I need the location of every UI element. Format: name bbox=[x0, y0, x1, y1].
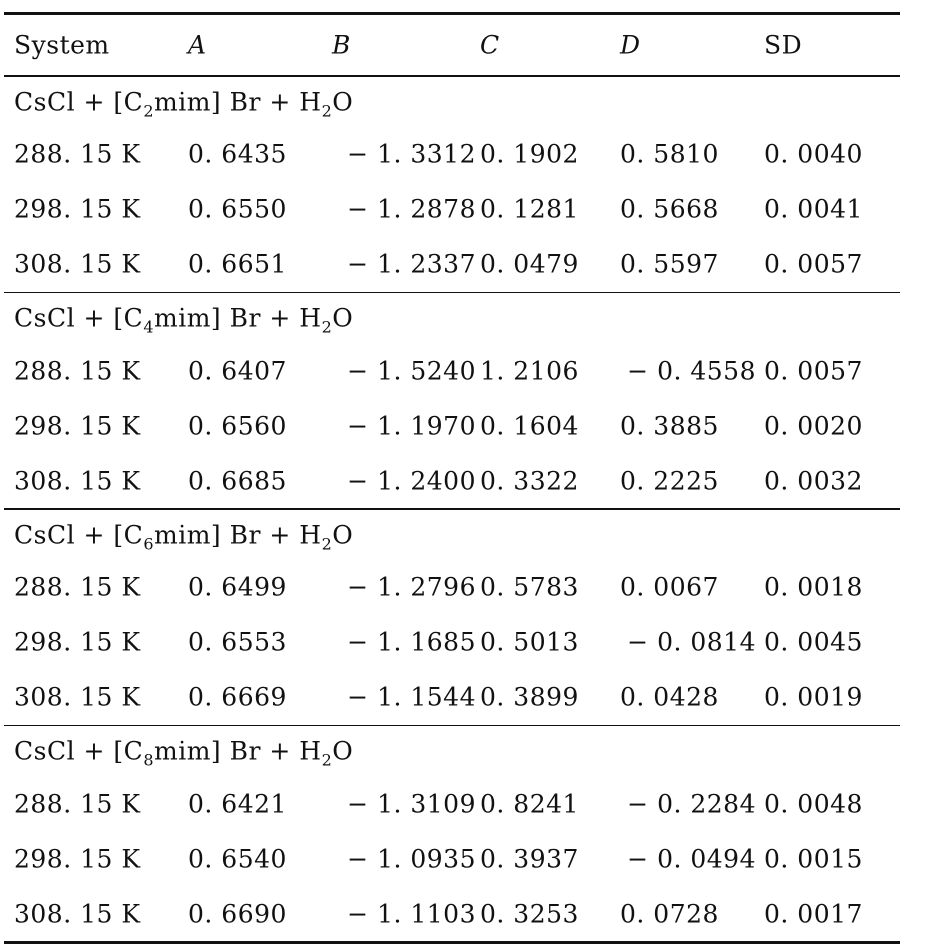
group-label-part: mim] Br + H bbox=[154, 520, 322, 549]
group-label-part: mim] Br + H bbox=[154, 736, 322, 766]
cell-system: 308. 15 K bbox=[14, 682, 141, 712]
header-d: D bbox=[620, 30, 641, 60]
cell-d: − 0. 0814 bbox=[627, 627, 756, 657]
cell-sd: 0. 0032 bbox=[764, 466, 863, 495]
cell-c: 0. 0479 bbox=[480, 249, 579, 279]
cell-system: 288. 15 K bbox=[14, 356, 141, 385]
header-a: A bbox=[188, 30, 207, 60]
cell-a: 0. 6669 bbox=[188, 682, 287, 712]
group-label-part: mim] Br + H bbox=[154, 303, 322, 333]
header-row bbox=[4, 15, 900, 75]
cell-b: − 1. 2796 bbox=[347, 572, 476, 602]
cell-d: 0. 0067 bbox=[620, 572, 719, 602]
group-label-part: 2 bbox=[321, 101, 333, 120]
cell-sd: 0. 0057 bbox=[764, 356, 863, 385]
group-label bbox=[14, 736, 354, 770]
table-row bbox=[4, 886, 900, 941]
cell-b: − 1. 1685 bbox=[347, 627, 476, 657]
table-row bbox=[4, 831, 900, 886]
cell-c: 0. 1902 bbox=[480, 139, 579, 169]
cell-b: − 1. 1103 bbox=[347, 899, 476, 928]
cell-sd: 0. 0048 bbox=[764, 789, 863, 818]
group-label-row bbox=[4, 293, 900, 343]
group-label-part: O bbox=[332, 87, 354, 116]
cell-b: − 1. 3312 bbox=[347, 139, 476, 169]
cell-c: 0. 1604 bbox=[480, 411, 579, 440]
cell-d: 0. 5668 bbox=[620, 194, 719, 224]
cell-sd: 0. 0045 bbox=[764, 627, 863, 657]
group-label bbox=[14, 303, 354, 337]
cell-a: 0. 6560 bbox=[188, 411, 287, 440]
group-label-part: O bbox=[332, 520, 354, 549]
cell-sd: 0. 0057 bbox=[764, 249, 863, 279]
table-row bbox=[4, 398, 900, 453]
cell-c: 0. 5783 bbox=[480, 572, 579, 602]
cell-system: 298. 15 K bbox=[14, 194, 141, 224]
cell-b: − 1. 2878 bbox=[347, 194, 476, 224]
cell-sd: 0. 0020 bbox=[764, 411, 863, 440]
group-label bbox=[14, 87, 354, 120]
cell-sd: 0. 0018 bbox=[764, 572, 863, 602]
cell-a: 0. 6690 bbox=[188, 899, 287, 928]
group-label-row bbox=[4, 510, 900, 560]
group-label-part: 4 bbox=[143, 317, 154, 337]
cell-sd: 0. 0041 bbox=[764, 194, 863, 224]
cell-sd: 0. 0015 bbox=[764, 844, 863, 873]
cell-d: − 0. 4558 bbox=[627, 356, 756, 385]
header-c: C bbox=[480, 30, 500, 60]
cell-a: 0. 6499 bbox=[188, 572, 287, 602]
table-row bbox=[4, 237, 900, 292]
parameter-table bbox=[4, 12, 900, 944]
cell-a: 0. 6553 bbox=[188, 627, 287, 657]
cell-d: 0. 0428 bbox=[620, 682, 719, 712]
cell-b: − 1. 1544 bbox=[347, 682, 476, 712]
cell-system: 308. 15 K bbox=[14, 466, 141, 495]
group-label-part: O bbox=[332, 303, 354, 333]
table-row bbox=[4, 343, 900, 398]
table-row bbox=[4, 453, 900, 508]
cell-b: − 1. 0935 bbox=[347, 844, 476, 873]
cell-system: 298. 15 K bbox=[14, 844, 141, 873]
cell-a: 0. 6435 bbox=[188, 139, 287, 169]
cell-sd: 0. 0017 bbox=[764, 899, 863, 928]
cell-system: 308. 15 K bbox=[14, 249, 141, 279]
group-label-row bbox=[4, 77, 900, 127]
cell-system: 288. 15 K bbox=[14, 139, 141, 169]
table-row bbox=[4, 127, 900, 182]
group-label-part: 8 bbox=[143, 750, 154, 770]
cell-d: 0. 3885 bbox=[620, 411, 719, 440]
group-label-part: 2 bbox=[321, 534, 333, 553]
cell-c: 0. 8241 bbox=[480, 789, 579, 818]
cell-c: 0. 1281 bbox=[480, 194, 579, 224]
cell-c: 0. 3322 bbox=[480, 466, 579, 495]
cell-c: 0. 3253 bbox=[480, 899, 579, 928]
cell-a: 0. 6421 bbox=[188, 789, 287, 818]
cell-d: 0. 0728 bbox=[620, 899, 719, 928]
table-row bbox=[4, 182, 900, 237]
cell-a: 0. 6540 bbox=[188, 844, 287, 873]
cell-d: − 0. 0494 bbox=[627, 844, 756, 873]
group-label-part: CsCl + [C bbox=[14, 520, 144, 549]
cell-c: 0. 3899 bbox=[480, 682, 579, 712]
cell-sd: 0. 0040 bbox=[764, 139, 863, 169]
group-label-part: 2 bbox=[321, 750, 333, 770]
cell-a: 0. 6550 bbox=[188, 194, 287, 224]
bottom-rule bbox=[4, 941, 900, 944]
table-row bbox=[4, 776, 900, 831]
header-sd: SD bbox=[764, 30, 803, 60]
group-label-part: CsCl + [C bbox=[14, 736, 144, 766]
group-label-part: mim] Br + H bbox=[154, 87, 322, 116]
cell-b: − 1. 3109 bbox=[347, 789, 476, 818]
cell-system: 308. 15 K bbox=[14, 899, 141, 928]
group-label-part: 2 bbox=[143, 101, 154, 120]
group-label bbox=[14, 520, 354, 553]
cell-sd: 0. 0019 bbox=[764, 682, 863, 712]
cell-c: 0. 3937 bbox=[480, 844, 579, 873]
cell-b: − 1. 2337 bbox=[347, 249, 476, 279]
header-system: System bbox=[14, 30, 110, 60]
cell-system: 298. 15 K bbox=[14, 627, 141, 657]
cell-a: 0. 6685 bbox=[188, 466, 287, 495]
cell-system: 298. 15 K bbox=[14, 411, 141, 440]
cell-c: 1. 2106 bbox=[480, 356, 579, 385]
cell-b: − 1. 5240 bbox=[347, 356, 476, 385]
group-label-row bbox=[4, 726, 900, 776]
cell-a: 0. 6651 bbox=[188, 249, 287, 279]
group-label-part: CsCl + [C bbox=[14, 303, 144, 333]
cell-d: 0. 5810 bbox=[620, 139, 719, 169]
cell-d: 0. 2225 bbox=[620, 466, 719, 495]
group-label-part: 2 bbox=[321, 317, 333, 337]
cell-c: 0. 5013 bbox=[480, 627, 579, 657]
cell-d: 0. 5597 bbox=[620, 249, 719, 279]
group-label-part: CsCl + [C bbox=[14, 87, 144, 116]
cell-system: 288. 15 K bbox=[14, 789, 141, 818]
cell-b: − 1. 1970 bbox=[347, 411, 476, 440]
table-row bbox=[4, 670, 900, 725]
cell-d: − 0. 2284 bbox=[627, 789, 756, 818]
cell-system: 288. 15 K bbox=[14, 572, 141, 602]
table-row bbox=[4, 560, 900, 615]
cell-a: 0. 6407 bbox=[188, 356, 287, 385]
cell-b: − 1. 2400 bbox=[347, 466, 476, 495]
table-row bbox=[4, 615, 900, 670]
group-label-part: O bbox=[332, 736, 354, 766]
header-b: B bbox=[332, 30, 351, 60]
table-body bbox=[4, 77, 900, 942]
group-label-part: 6 bbox=[143, 534, 154, 553]
